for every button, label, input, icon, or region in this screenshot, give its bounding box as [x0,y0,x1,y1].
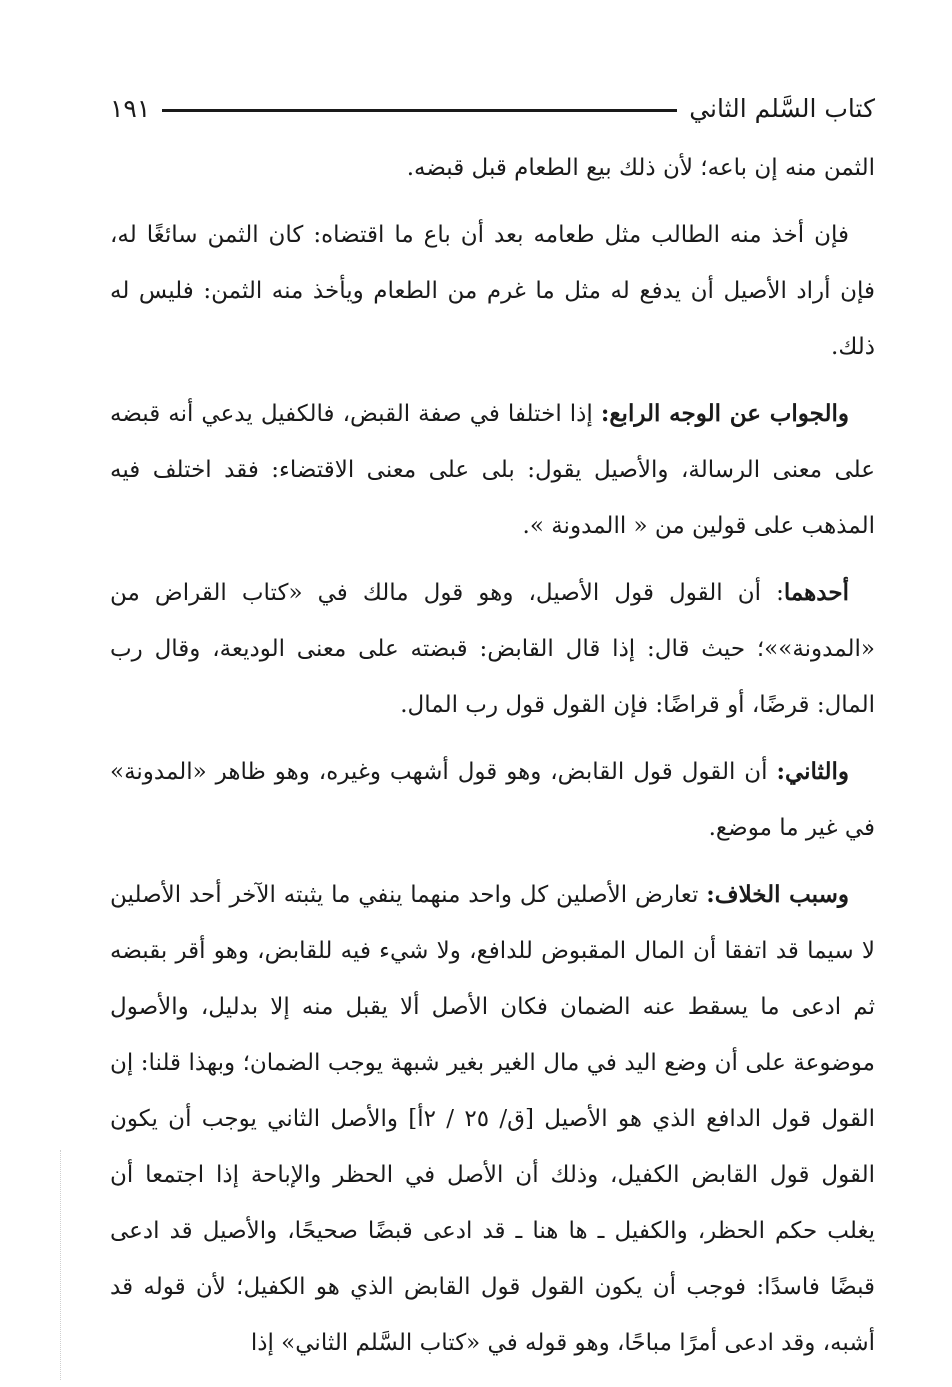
paragraph-4-lead: أحدهما [783,579,849,606]
page-number: ١٩١ [110,93,151,123]
paragraph-1 [110,140,875,196]
paragraph-6-text: تعارض الأصلين كل واحد منهما ينفي ما يثبته الآخر أحد الأصلين لا سيما قد اتفقا أن المال المقبوض للدافع، ولا شيء فيه للقابض، وهو أقر بقبضه ثم ادعى ما يسقط عنه الضمان فكان الأصل ألا يقبل منه إلا بدليل، والأصول موضوعة على أن وضع اليد في مال الغير بغير شبهة يوجب الضمان؛ وبهذا قلنا: إن القول قول الدافع الذي هو الأصيل [ق/ ٢٥ / ٢أ] والأصل الثاني يوجب أن يكون القول قول القابض الكفيل، وذلك أن الأصل في الحظر والإباحة إذا اجتمعا أن يغلب حكم الحظر، والكفيل ـ ها هنا ـ قد ادعى قبضًا صحيحًا، والأصيل قد ادعى قبضًا فاسدًا: فوجب أن يكون القول قول القابض الذي هو الكفيل؛ لأن قوله قد أشبه، وقد ادعى أمرًا مباحًا، وهو قوله في «كتاب السَّلم الثاني» إذا [110,882,876,1356]
body-text [110,140,875,1382]
paragraph-5-text: أن القول قول القابض، وهو قول أشهب وغيره، وهو ظاهر «المدونة» في غير ما موضع. [110,759,875,841]
paragraph-1-text: الثمن منه إن باعه؛ لأن ذلك بيع الطعام قبل قبضه. [406,155,875,181]
paragraph-4 [110,565,875,733]
paragraph-6 [110,867,875,1371]
header-rule [162,109,677,112]
paragraph-2-text: فإن أخذ منه الطالب مثل طعامه بعد أن باع ما اقتضاه: كان الثمن سائغًا له، فإن أراد الأصيل أن يدفع له مثل ما غرم من الطعام ويأخذ منه الثمن: فليس له ذلك. [110,222,875,360]
paragraph-3-text: إذا اختلفا في صفة القبض، فالكفيل يدعي أنه قبضه على معنى الرسالة، والأصيل يقول: بلى على معنى الاقتضاء: فقد اختلف فيه المذهب على قولين من « االمدونة ». [110,401,875,539]
running-header [110,88,875,128]
scan-margin-mark [60,1150,61,1380]
paragraph-2 [110,207,875,375]
paragraph-4-text: : أن القول قول الأصيل، وهو قول مالك في «كتاب القراض من «المدونة»»؛ حيث قال: إذا قال القابض: قبضته على معنى الوديعة، وقال رب المال: قرضًا، أو قراضًا: فإن القول قول رب المال. [110,580,875,718]
paragraph-5 [110,744,875,856]
paragraph-5-lead: والثاني: [776,758,849,785]
paragraph-3 [110,386,875,554]
chapter-title: كتاب السَّلم الثاني [689,93,875,123]
paragraph-6-lead: وسبب الخلاف: [706,881,849,908]
paragraph-3-lead: والجواب عن الوجه الرابع: [600,400,849,427]
